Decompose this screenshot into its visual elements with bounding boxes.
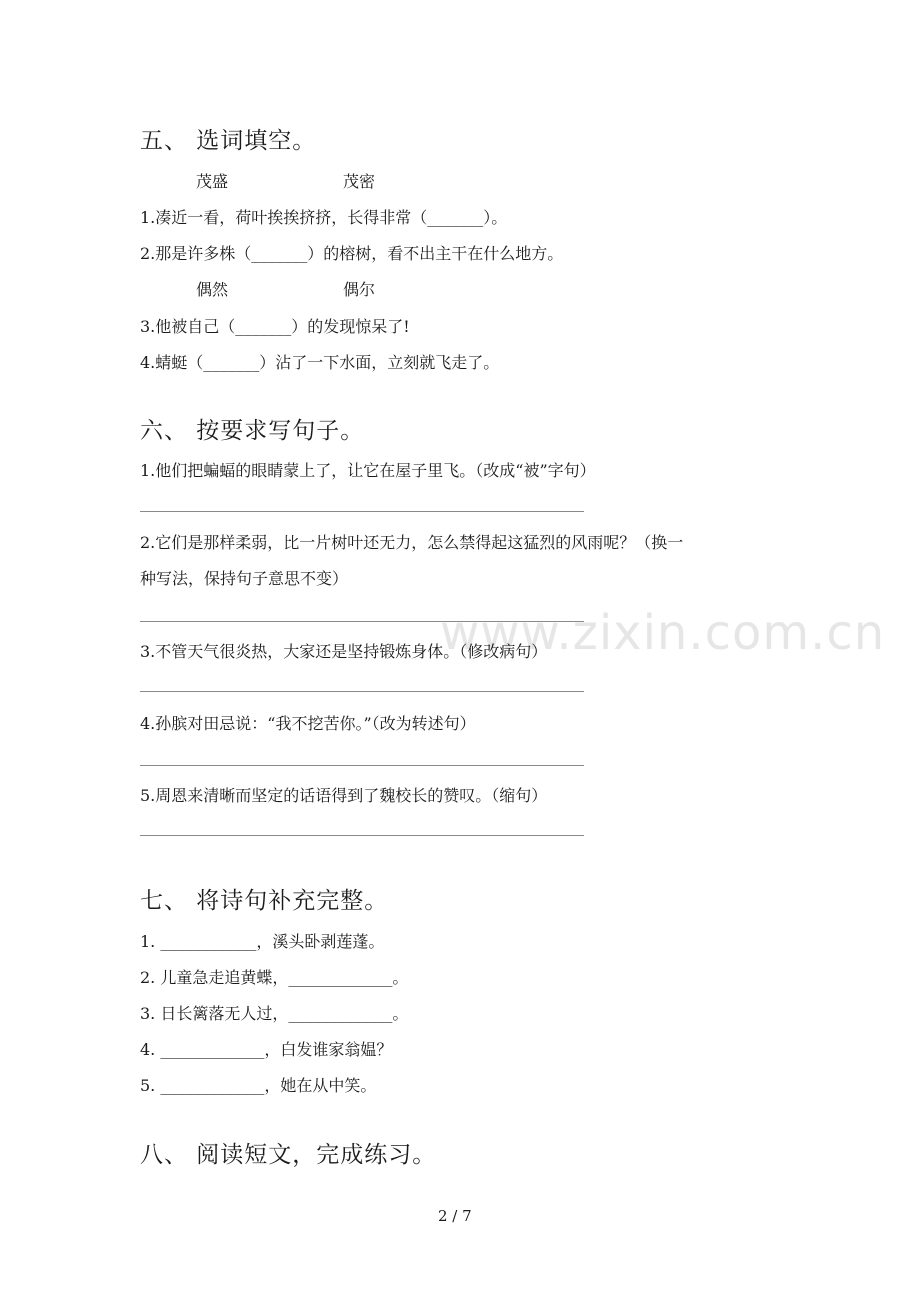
question-text: 2.那是许多株（_______）的榕树，看不出主干在什么地方。: [140, 244, 564, 263]
section5-title: 五、 选词填空。: [140, 128, 317, 154]
question-text: 1.凑近一看，荷叶挨挨挤挤，长得非常（_______）。: [140, 208, 508, 227]
section6-title: 六、 按要求写句子。: [140, 418, 365, 444]
word-option: 茂密: [343, 172, 376, 191]
watermark: www.zixin.com.cn: [440, 605, 886, 661]
word-option: 茂盛: [196, 172, 229, 191]
poem-line: 1. ____________，溪头卧剥莲蓬。: [140, 932, 385, 951]
poem-line: 3. 日长篱落无人过，_____________。: [140, 1004, 409, 1023]
answer-line[interactable]: [140, 765, 584, 766]
question-text: 4.蜻蜓（_______）沾了一下水面，立刻就飞走了。: [140, 353, 500, 372]
page-number: 2 / 7: [438, 1207, 472, 1225]
question-text: 4.孙膑对田忌说：“我不挖苦你。”（改为转述句）: [140, 714, 476, 733]
poem-line: 5. _____________，她在从中笑。: [140, 1076, 377, 1095]
question-text: 3.不管天气很炎热，大家还是坚持锻炼身体。（修改病句）: [140, 642, 548, 661]
question-text: 3.他被自己（_______）的发现惊呆了!: [140, 317, 410, 336]
section7-title: 七、 将诗句补充完整。: [140, 888, 389, 914]
answer-line[interactable]: [140, 835, 584, 836]
question-text: 1.他们把蝙蝠的眼睛蒙上了，让它在屋子里飞。（改成“被”字句）: [140, 461, 596, 480]
section8-title: 八、 阅读短文，完成练习。: [140, 1142, 437, 1168]
answer-line[interactable]: [140, 691, 584, 692]
question-text: 2.它们是那样柔弱，比一片树叶还无力，怎么禁得起这猛烈的风雨呢？（换一: [140, 533, 684, 552]
word-option: 偶尔: [343, 280, 376, 299]
answer-line[interactable]: [140, 621, 584, 622]
poem-line: 2. 儿童急走追黄蝶，_____________。: [140, 968, 409, 987]
question-text: 5.周恩来清晰而坚定的话语得到了魏校长的赞叹。（缩句）: [140, 786, 548, 805]
word-option: 偶然: [196, 280, 229, 299]
answer-line[interactable]: [140, 511, 584, 512]
poem-line: 4. _____________，白发谁家翁媪？: [140, 1040, 393, 1059]
question-text: 种写法，保持句子意思不变）: [140, 569, 349, 588]
